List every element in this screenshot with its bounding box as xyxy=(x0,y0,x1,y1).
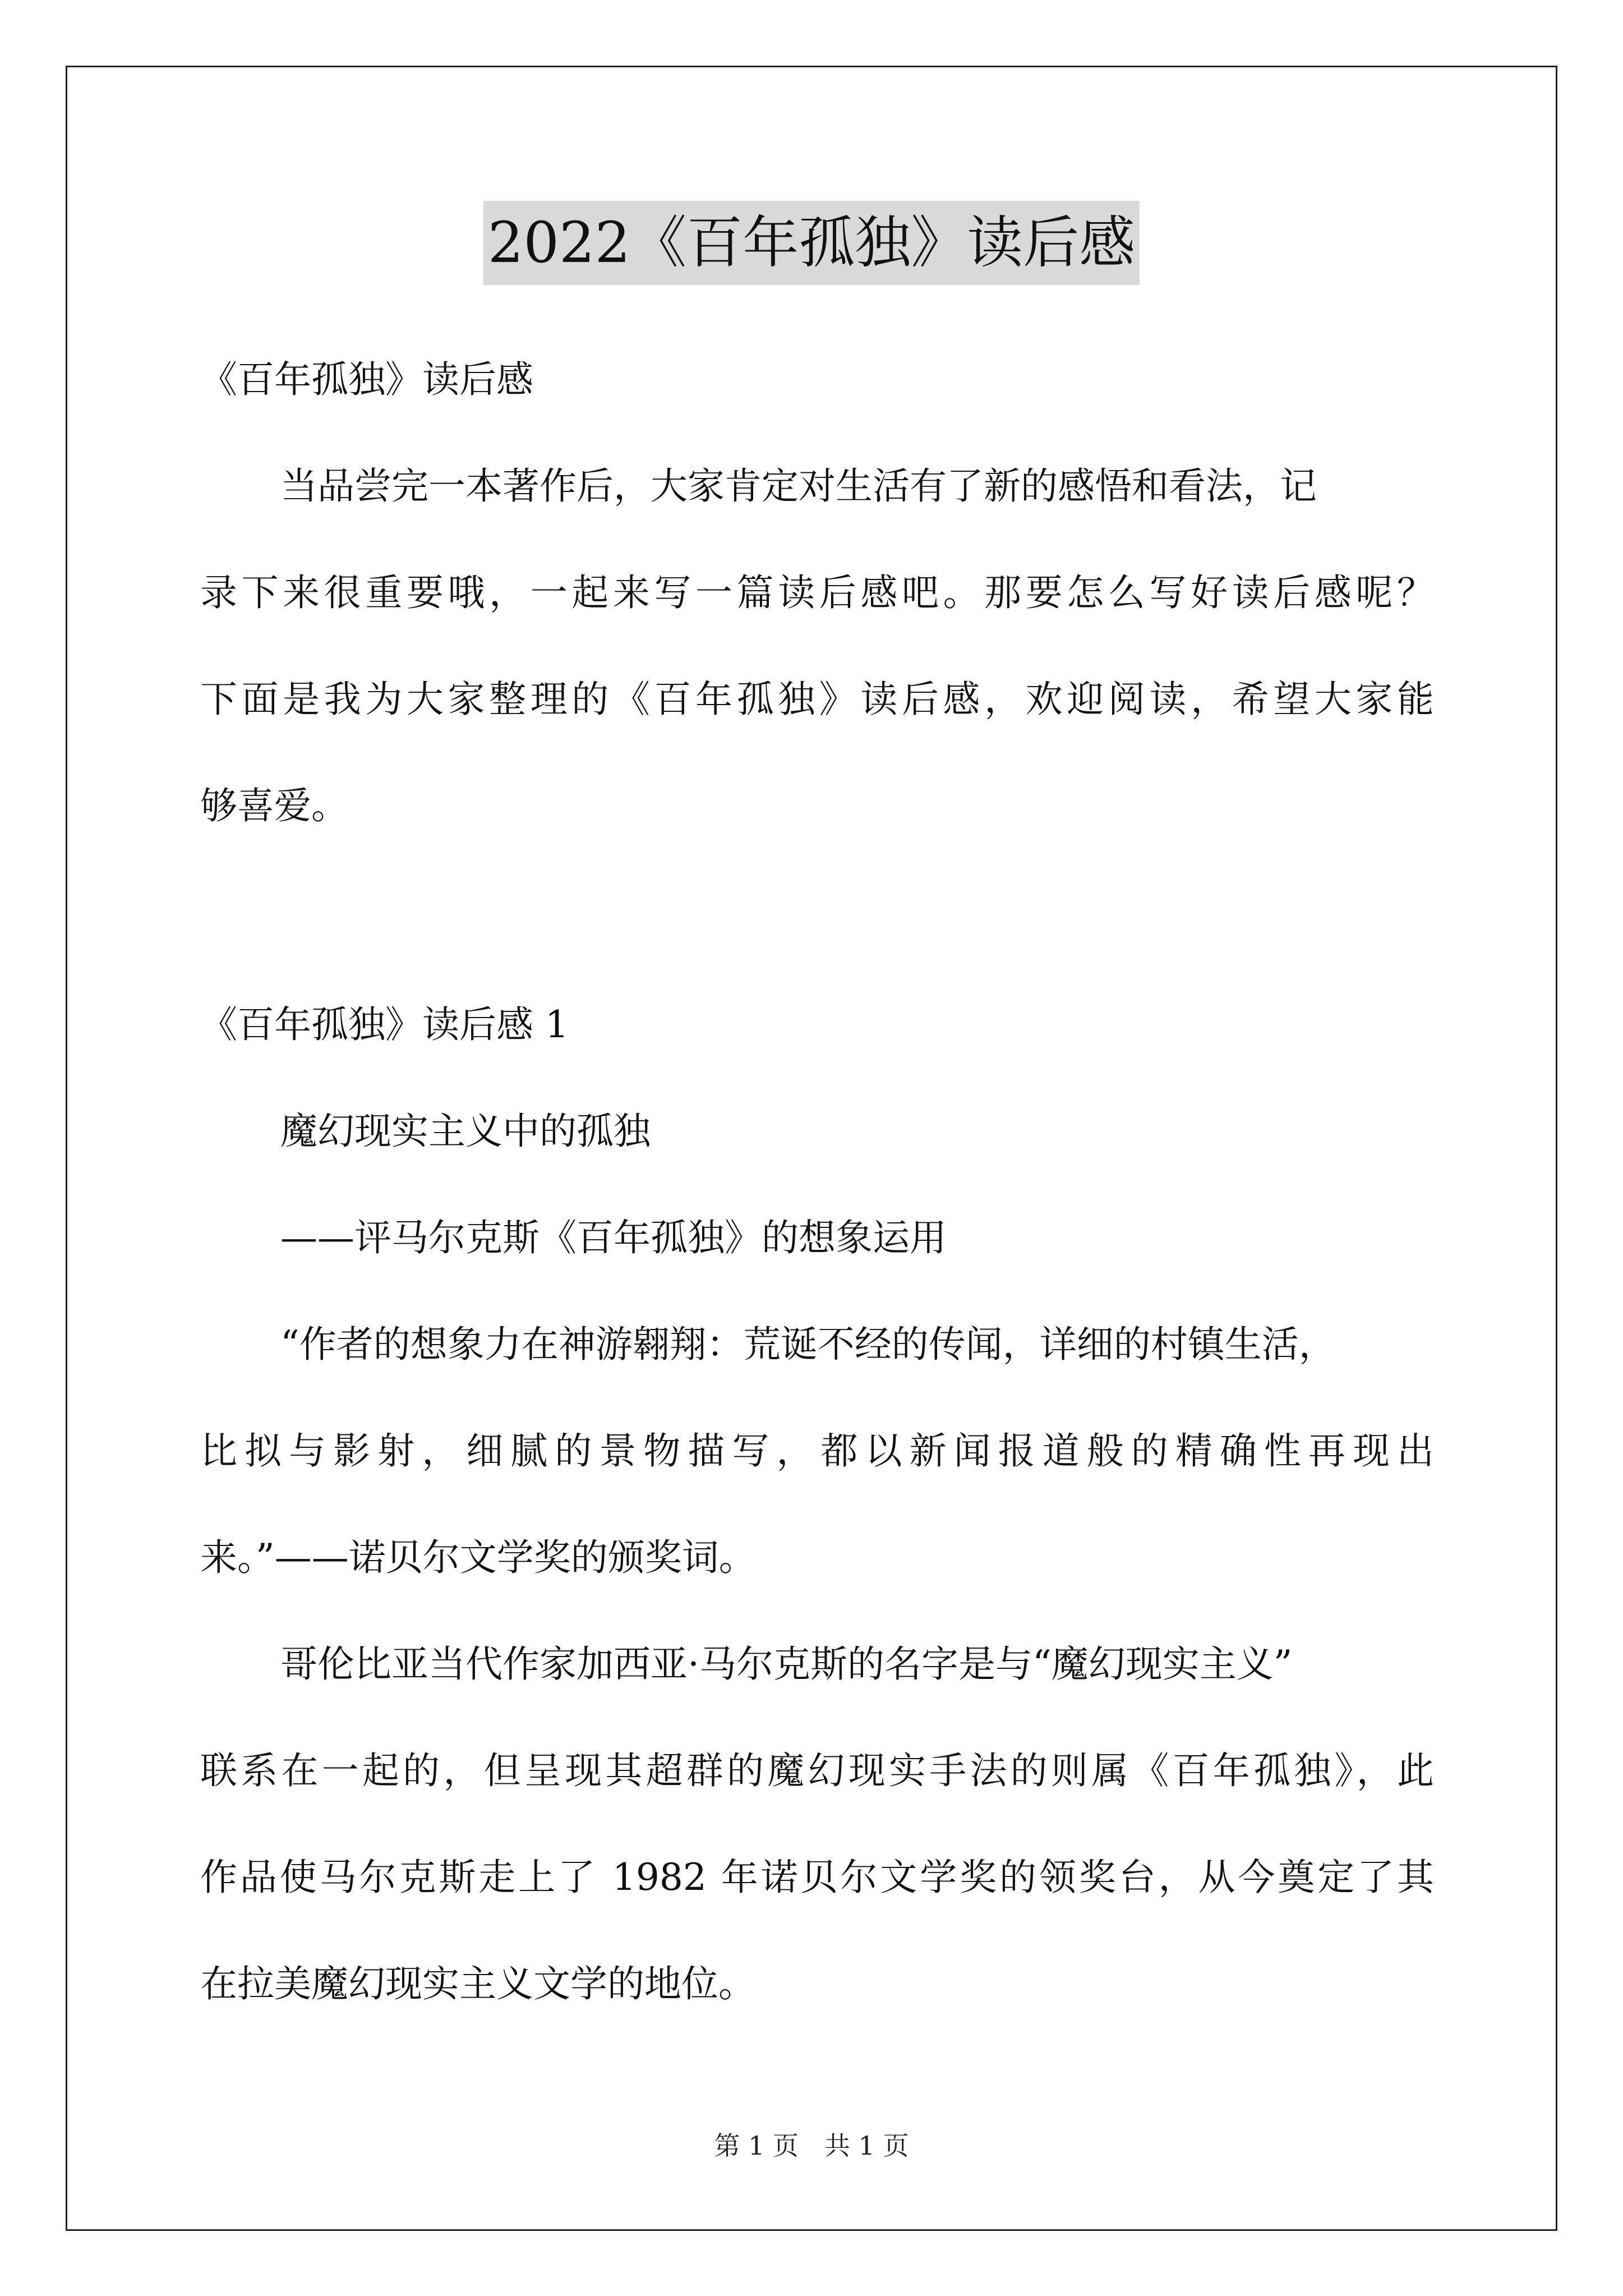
paragraph-line: 在拉美魔幻现实主义文学的地位。 xyxy=(200,1962,755,2005)
paragraph-line: 哥伦比亚当代作家加西亚·马尔克斯的名字是与“魔幻现实主义” xyxy=(280,1642,1293,1686)
paragraph-line: 来。”——诺贝尔文学奖的颁奖词。 xyxy=(200,1536,756,1579)
paragraph-line: “作者的想象力在神游翱翔：荒诞不经的传闻，详细的村镇生活， xyxy=(280,1323,1336,1366)
document-title: 2022《百年孤独》读后感 xyxy=(483,201,1140,285)
paragraph-line: 够喜爱。 xyxy=(200,784,348,827)
paragraph-line: 录下来很重要哦，一起来写一篇读后感吧。那要怎么写好读后感呢？ xyxy=(200,571,1434,614)
paragraph-line: 当品尝完一本著作后，大家肯定对生活有了新的感悟和看法，记 xyxy=(280,464,1317,508)
section-heading: 《百年孤独》读后感 1 xyxy=(200,1003,569,1046)
paragraph-line: 比拟与影射，细腻的景物描写，都以新闻报道般的精确性再现出 xyxy=(200,1429,1434,1473)
paragraph-line: 下面是我为大家整理的《百年孤独》读后感，欢迎阅读，希望大家能 xyxy=(200,678,1434,721)
subtitle: 魔幻现实主义中的孤独 xyxy=(280,1110,651,1153)
page-footer: 第 1 页 共 1 页 xyxy=(714,2131,909,2161)
paragraph-line: 作品使马尔克斯走上了 1982 年诺贝尔文学奖的领奖台，从今奠定了其 xyxy=(200,1856,1434,1899)
subtitle: ——评马尔克斯《百年孤独》的想象运用 xyxy=(280,1216,947,1259)
section-heading: 《百年孤独》读后感 xyxy=(200,358,533,401)
paragraph-line: 联系在一起的，但呈现其超群的魔幻现实手法的则属《百年孤独》，此 xyxy=(200,1749,1434,1792)
title-container xyxy=(0,201,1623,285)
